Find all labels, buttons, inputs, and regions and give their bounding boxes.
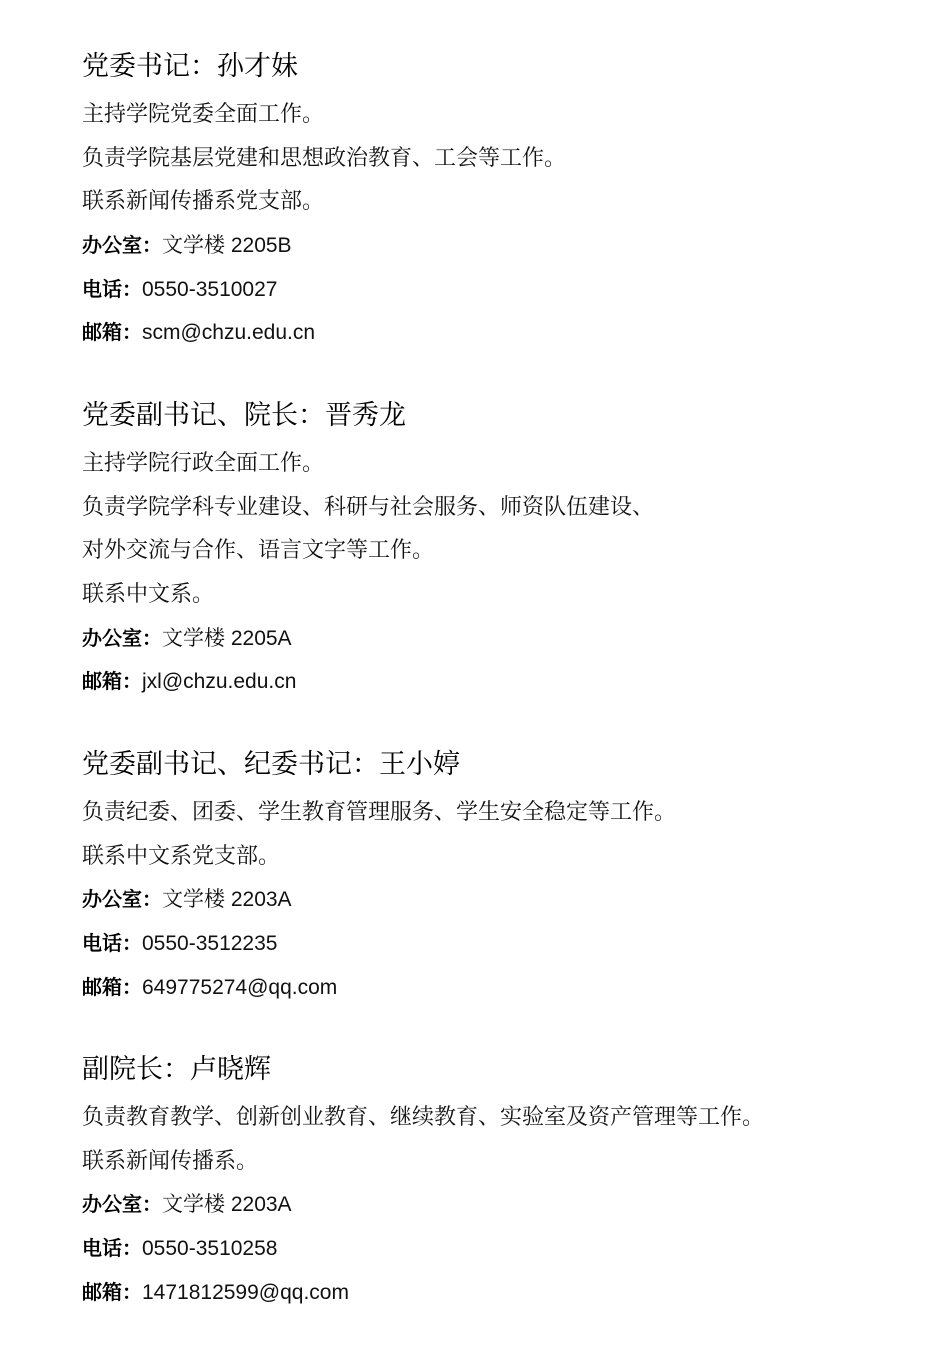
email-row <box>82 311 902 355</box>
office-label: 办公室： <box>82 625 162 650</box>
leader-section-3 <box>82 747 902 1009</box>
section-heading: 副院长：卢晓辉 <box>82 1054 271 1085</box>
email-value: jxl@chzu.edu.cn <box>142 670 297 694</box>
office-row <box>82 617 902 661</box>
phone-value: 0550-3510258 <box>142 1237 278 1261</box>
office-value: 文学楼 2205A <box>162 626 292 650</box>
section-heading: 党委副书记、纪委书记：王小婷 <box>82 749 460 780</box>
duty-line: 联系新闻传播系。 <box>82 1148 259 1174</box>
leader-section-1 <box>82 49 902 355</box>
section-heading: 党委书记：孙才妹 <box>82 51 298 82</box>
email-row <box>82 660 902 704</box>
email-row <box>82 966 902 1010</box>
office-value: 文学楼 2203A <box>162 888 292 912</box>
leader-section-4 <box>82 1052 902 1314</box>
email-value: 649775274@qq.com <box>142 975 338 999</box>
office-label: 办公室： <box>82 887 162 912</box>
leader-section-2 <box>82 398 902 704</box>
phone-row <box>82 268 902 312</box>
phone-label: 电话： <box>82 1236 142 1261</box>
duty-line: 主持学院行政全面工作。 <box>82 451 325 476</box>
office-row <box>82 1183 902 1227</box>
email-label: 邮箱： <box>82 669 142 694</box>
email-value: scm@chzu.edu.cn <box>142 321 316 345</box>
office-row <box>82 878 902 922</box>
duty-line: 对外交流与合作、语言文字等工作。 <box>82 538 435 564</box>
phone-value: 0550-3512235 <box>142 932 278 956</box>
office-label: 办公室： <box>82 1192 162 1217</box>
duty-line: 负责教育教学、创新创业教育、继续教育、实验室及资产管理等工作。 <box>82 1105 765 1130</box>
duty-line: 联系新闻传播系党支部。 <box>82 189 325 215</box>
office-value: 文学楼 2205B <box>162 234 292 258</box>
duty-line: 主持学院党委全面工作。 <box>82 102 325 127</box>
phone-value: 0550-3510027 <box>142 277 278 301</box>
office-row <box>82 224 902 268</box>
phone-row <box>82 922 902 966</box>
office-label: 办公室： <box>82 233 162 258</box>
duty-line: 联系中文系党支部。 <box>82 843 281 869</box>
duty-line: 负责纪委、团委、学生教育管理服务、学生安全稳定等工作。 <box>82 800 677 825</box>
duty-line: 负责学院学科专业建设、科研与社会服务、师资队伍建设、 <box>82 494 655 520</box>
phone-row <box>82 1227 902 1271</box>
duty-line: 联系中文系。 <box>82 582 215 608</box>
section-heading: 党委副书记、院长：晋秀龙 <box>82 400 406 431</box>
email-value: 1471812599@qq.com <box>142 1280 349 1304</box>
email-label: 邮箱： <box>82 1279 142 1304</box>
office-value: 文学楼 2203A <box>162 1193 292 1217</box>
email-label: 邮箱： <box>82 320 142 345</box>
phone-label: 电话： <box>82 931 142 956</box>
email-label: 邮箱： <box>82 974 142 999</box>
phone-label: 电话： <box>82 276 142 301</box>
duty-line: 负责学院基层党建和思想政治教育、工会等工作。 <box>82 145 567 171</box>
email-row <box>82 1271 902 1315</box>
